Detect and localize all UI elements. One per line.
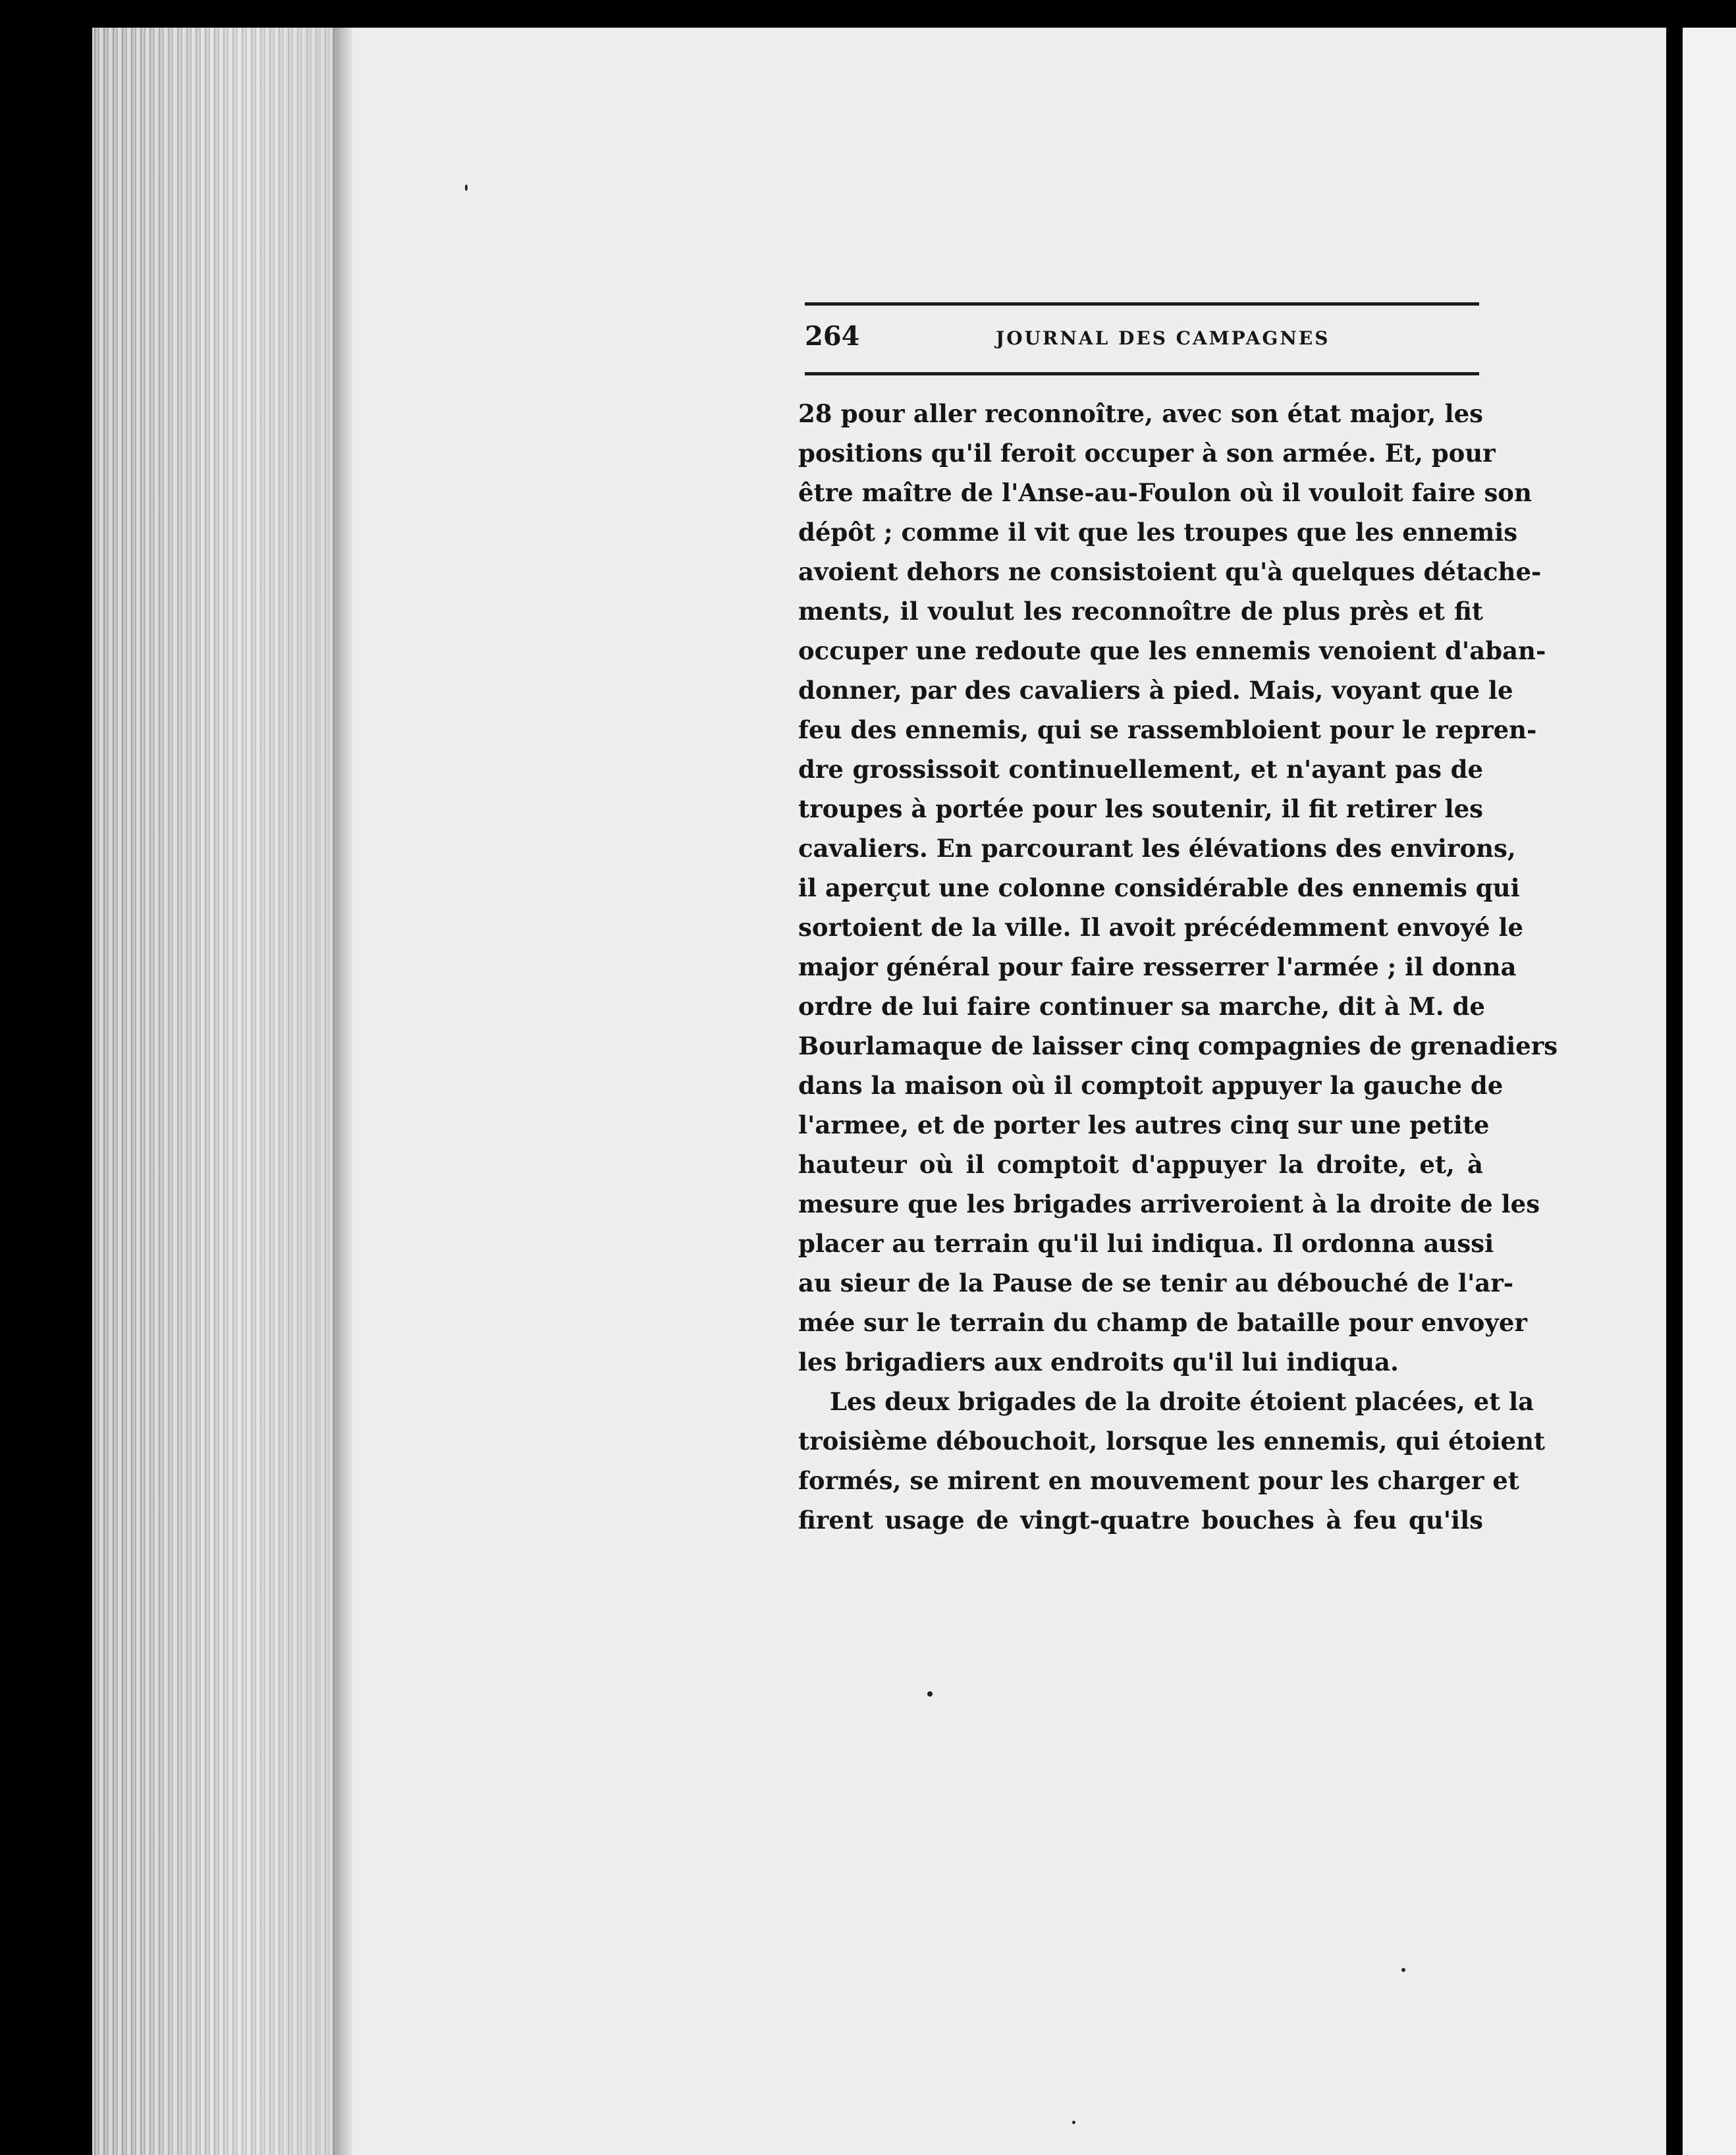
running-head <box>805 320 1479 360</box>
text-line: feu des ennemis, qui se rassembloient pour le repren- <box>798 715 1537 744</box>
text-line: donner, par des cavaliers à pied. Mais, voyant que le <box>798 676 1513 705</box>
scan-speck <box>465 184 468 191</box>
scan-speck <box>1072 2121 1075 2124</box>
paragraph-end-line: les brigadiers aux endroits qu'il lui indiqua. <box>798 1348 1399 1377</box>
text-line: dre grossissoit continuellement, et n'ayant pas de <box>798 755 1483 784</box>
text-line: cavaliers. En parcourant les élévations des environs, <box>798 834 1516 863</box>
text-line: au sieur de la Pause de se tenir au débouché de l'ar- <box>798 1268 1514 1297</box>
scan-speck <box>1401 1968 1405 1972</box>
text-line: être maître de l'Anse-au-Foulon où il vouloit faire son <box>798 478 1532 507</box>
text-line: placer au terrain qu'il lui indiqua. Il ordonna aussi <box>798 1229 1494 1258</box>
text-line: l'armee, et de porter les autres cinq sur une petite <box>798 1110 1490 1139</box>
text-line: firent usage de vingt-quatre bouches à feu qu'ils <box>798 1506 1483 1535</box>
body-text <box>798 394 1558 1540</box>
text-line: sortoient de la ville. Il avoit précédemment envoyé le <box>798 913 1524 942</box>
text-line: dépôt ; comme il vit que les troupes que les ennemis <box>798 518 1518 547</box>
page-number: 264 <box>805 321 860 352</box>
text-line: Bourlamaque de laisser cinq compagnies de grenadiers <box>798 1031 1558 1060</box>
text-line: dans la maison où il comptoit appuyer la gauche de <box>798 1071 1504 1100</box>
text-line: ordre de lui faire continuer sa marche, dit à M. de <box>798 992 1485 1021</box>
text-line: troupes à portée pour les soutenir, il fit retirer les <box>798 794 1483 823</box>
text-line: avoient dehors ne consistoient qu'à quelques détache- <box>798 557 1542 586</box>
text-line: il aperçut une colonne considérable des ennemis qui <box>798 873 1520 902</box>
text-line: ments, il voulut les reconnoître de plus près et fit <box>798 597 1483 626</box>
text-line: mesure que les brigades arriveroient à la droite de les <box>798 1189 1540 1218</box>
running-title: JOURNAL DES CAMPAGNES <box>996 327 1330 349</box>
text-line: troisième débouchoit, lorsque les ennemis, qui étoient <box>798 1427 1546 1456</box>
right-margin-strip <box>1666 28 1683 2155</box>
facing-page-edge <box>1683 28 1736 2155</box>
text-line: 28 pour aller reconnoître, avec son état major, les <box>798 399 1483 428</box>
text-line: positions qu'il feroit occuper à son armée. Et, pour <box>798 439 1496 468</box>
text-line: formés, se mirent en mouvement pour les charger et <box>798 1466 1519 1495</box>
scan-speck <box>927 1691 933 1697</box>
stacked-page-edges <box>92 28 342 2155</box>
text-line: major général pour faire resserrer l'armée ; il donna <box>798 952 1517 981</box>
header-rule-bottom <box>805 372 1479 375</box>
paragraph-start-line: Les deux brigades de la droite étoient placées, et la <box>830 1387 1534 1416</box>
text-line: occuper une redoute que les ennemis venoient d'aban- <box>798 636 1546 665</box>
header-rule-top <box>805 302 1479 306</box>
text-line: hauteur où il comptoit d'appuyer la droite, et, à <box>798 1150 1483 1179</box>
gutter-shadow <box>333 28 352 2155</box>
text-line: mée sur le terrain du champ de bataille pour envoyer <box>798 1308 1527 1337</box>
